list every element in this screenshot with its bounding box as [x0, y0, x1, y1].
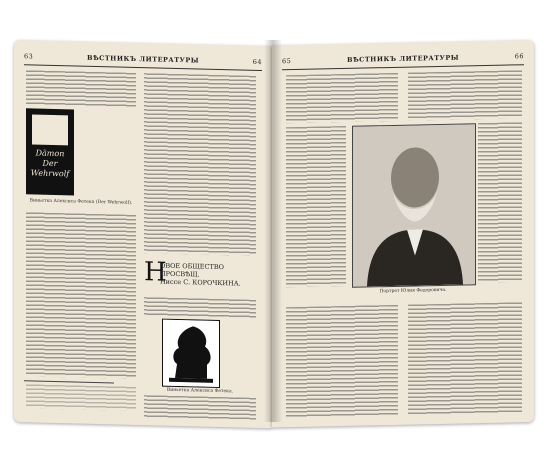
left-page-number-right: 64 [252, 57, 262, 67]
magazine-spread [14, 40, 534, 422]
article-heading [144, 259, 256, 298]
right-col1-text-top [286, 73, 398, 123]
right-running-title: ВѢСТНИКЪ ЛИТЕРАТУРЫ [346, 53, 460, 64]
right-col1-text-bottom [286, 305, 398, 417]
drop-cap: Н [144, 257, 167, 288]
left-page [14, 40, 272, 428]
right-col2-text-bottom [408, 302, 522, 414]
left-running-title: ВѢСТНИКЪ ЛИТЕРАТУРЫ [86, 53, 200, 65]
article-title: ОВОЕ ОБЩЕСТВО ПРОСВѢЩ. [160, 261, 224, 279]
vignette-ornament [32, 114, 68, 145]
silhouette-vignette [162, 319, 220, 388]
portrait-image [353, 124, 475, 287]
vignette-dämon [26, 108, 74, 195]
silhouette-image [163, 320, 219, 387]
left-page-number: 63 [24, 52, 34, 61]
left-col1-text-top [26, 70, 136, 107]
portrait-caption: Портрет Юлия Федоровича. [379, 287, 447, 295]
article-author: Ниссе С. КОРОЧКИНА. [160, 277, 241, 288]
right-col2-text-upper [408, 70, 522, 120]
right-page-number-right: 66 [514, 52, 524, 61]
right-col2-text-top [478, 122, 522, 283]
silhouette-caption: Виньетка Алексиса Фетека. [166, 387, 234, 395]
right-page [272, 40, 534, 427]
left-col2-text-mid [144, 297, 256, 318]
vignette-caption: Виньетка Алексиса Фетека (Der Wehrwolf). [29, 198, 133, 206]
vignette-text: Dämon Der Wehrwolf [30, 148, 70, 179]
portrait-photo [352, 123, 476, 288]
right-col1-text-narrow [286, 126, 346, 287]
right-page-number: 65 [282, 57, 292, 66]
left-col1-text-mid [26, 212, 136, 379]
left-col2-text-top [144, 73, 256, 256]
left-col1-footnote [26, 384, 136, 411]
book-gutter [264, 40, 282, 422]
left-col2-text-bottom [144, 395, 256, 420]
footnote-rule [24, 380, 114, 383]
